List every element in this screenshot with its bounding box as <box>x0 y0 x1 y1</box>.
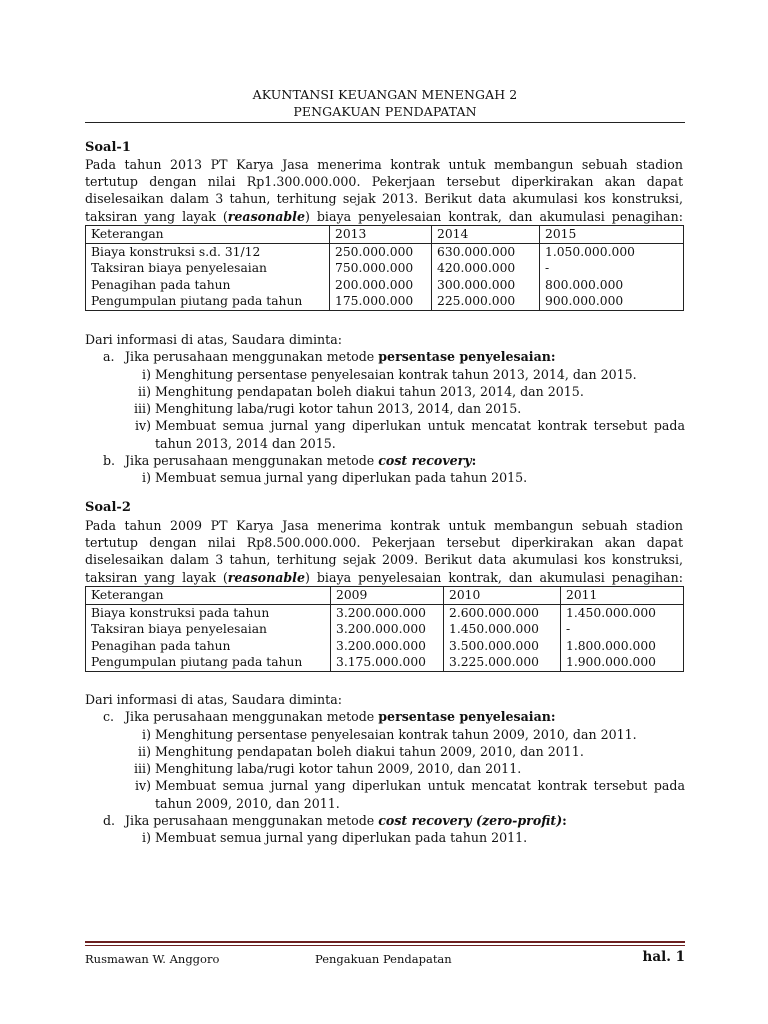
list-marker: b. <box>103 453 116 469</box>
table-header-cell: 2013 <box>330 226 432 244</box>
document-header <box>85 86 685 120</box>
paragraph-line: taksiran yang layak (reasonable) biaya penyelesaian kontrak, dan akumulasi penagihan: <box>85 208 684 224</box>
table-cell: 1.900.000.000 <box>561 654 684 671</box>
table-cell: Taksiran biaya penyelesaian <box>86 260 330 277</box>
list-item: i) Membuat semua jurnal yang diperlukan pada tahun 2015. <box>142 470 528 486</box>
soal-2-paragraph <box>85 517 683 586</box>
list-text: Jika perusahaan menggunakan metode persentase penyelesaian: <box>125 709 556 725</box>
footer-title: Pengakuan Pendapatan <box>315 952 452 966</box>
question-c <box>85 708 685 725</box>
table-row <box>86 243 684 260</box>
table-cell: 250.000.000 <box>330 243 432 260</box>
list-item: iii) Menghitung laba/rugi kotor tahun 2009, 2010, dan 2011. <box>134 761 522 777</box>
page-number: hal. 1 <box>642 949 685 965</box>
footer-author: Rusmawan W. Anggoro <box>85 952 220 966</box>
list-item: ii) Menghitung pendapatan boleh diakui tahun 2013, 2014, dan 2015. <box>138 383 584 399</box>
paragraph-line: Pada tahun 2009 PT Karya Jasa menerima kontrak untuk membangun sebuah stadion <box>85 518 683 533</box>
footer-divider <box>85 941 685 943</box>
list-item: i) Menghitung persentase penyelesaian kontrak tahun 2009, 2010, dan 2011. <box>142 726 637 742</box>
list-marker: c. <box>103 709 115 725</box>
table-cell: 900.000.000 <box>540 293 684 310</box>
soal-1-title: Soal-1 <box>85 140 131 155</box>
table-cell: 630.000.000 <box>432 243 540 260</box>
table-cell: 300.000.000 <box>432 277 540 294</box>
table-header-cell: 2011 <box>561 587 684 605</box>
table-cell: 200.000.000 <box>330 277 432 294</box>
table-cell: - <box>561 621 684 638</box>
soal-2-table <box>85 586 684 672</box>
table-row <box>86 260 684 277</box>
table-cell: - <box>540 260 684 277</box>
table-header-cell: Keterangan <box>86 587 331 605</box>
table-row <box>86 638 684 655</box>
document-title: AKUNTANSI KEUANGAN MENENGAH 2 <box>252 87 518 102</box>
table-row <box>86 654 684 671</box>
document-subtitle: PENGAKUAN PENDAPATAN <box>293 104 477 119</box>
list-marker: a. <box>103 349 115 365</box>
table-header-cell: Keterangan <box>86 226 330 244</box>
soal-2-questions <box>85 691 685 847</box>
table-cell: 420.000.000 <box>432 260 540 277</box>
paragraph-line: taksiran yang layak (reasonable) biaya penyelesaian kontrak, dan akumulasi penagihan: <box>85 569 684 585</box>
table-cell: Penagihan pada tahun <box>86 277 330 294</box>
table-cell: 3.200.000.000 <box>331 604 444 621</box>
table-cell: Biaya konstruksi s.d. 31/12 <box>86 243 330 260</box>
table-header-cell: 2010 <box>444 587 561 605</box>
list-text: Jika perusahaan menggunakan metode cost recovery: <box>125 453 477 469</box>
table-cell: 3.200.000.000 <box>331 621 444 638</box>
table-cell: 3.175.000.000 <box>331 654 444 671</box>
table-header-cell: 2015 <box>540 226 684 244</box>
footer-divider-thin <box>85 945 685 946</box>
table-cell: 750.000.000 <box>330 260 432 277</box>
table-header-cell: 2009 <box>331 587 444 605</box>
table-cell: 3.225.000.000 <box>444 654 561 671</box>
table-cell: Penagihan pada tahun <box>86 638 331 655</box>
list-item: iv) Membuat semua jurnal yang diperlukan untuk mencatat kontrak tersebut pada <box>134 778 685 794</box>
table-cell: 1.800.000.000 <box>561 638 684 655</box>
soal-1-paragraph <box>85 156 683 225</box>
list-item: iii) Menghitung laba/rugi kotor tahun 2013, 2014, dan 2015. <box>134 401 522 417</box>
question-b <box>85 452 685 469</box>
table-cell: Biaya konstruksi pada tahun <box>86 604 331 621</box>
soal-1-questions <box>85 331 685 487</box>
header-divider <box>85 122 685 123</box>
soal-2-title: Soal-2 <box>85 500 131 515</box>
table-cell: Taksiran biaya penyelesaian <box>86 621 331 638</box>
soal-1-table <box>85 225 684 311</box>
paragraph-line: tertutup dengan nilai Rp1.300.000.000. Pekerjaan tersebut diperkirakan akan dapat <box>85 174 683 190</box>
table-row <box>86 277 684 294</box>
table-header-row <box>86 587 684 605</box>
table-header-row <box>86 226 684 244</box>
table-cell: 225.000.000 <box>432 293 540 310</box>
question-d <box>85 812 685 829</box>
list-text: Jika perusahaan menggunakan metode cost recovery (zero-profit): <box>125 813 567 829</box>
paragraph-line: diselesaikan dalam 3 tahun, terhitung sejak 2009. Berikut data akumulasi kos konstruksi, <box>85 552 683 568</box>
paragraph-line: tertutup dengan nilai Rp8.500.000.000. Pekerjaan tersebut diperkirakan akan dapat <box>85 535 683 551</box>
list-item-continuation: tahun 2013, 2014 dan 2015. <box>155 435 336 451</box>
table-cell: 1.450.000.000 <box>561 604 684 621</box>
paragraph-line: Pada tahun 2013 PT Karya Jasa menerima kontrak untuk membangun sebuah stadion <box>85 157 683 172</box>
questions-intro: Dari informasi di atas, Saudara diminta: <box>85 332 342 347</box>
list-text: Jika perusahaan menggunakan metode persentase penyelesaian: <box>125 349 556 365</box>
table-row <box>86 621 684 638</box>
list-item: i) Membuat semua jurnal yang diperlukan pada tahun 2011. <box>142 830 528 846</box>
list-item-continuation: tahun 2009, 2010, dan 2011. <box>155 795 340 811</box>
table-cell: Pengumpulan piutang pada tahun <box>86 654 331 671</box>
table-cell: 800.000.000 <box>540 277 684 294</box>
table-cell: 175.000.000 <box>330 293 432 310</box>
table-cell: 1.050.000.000 <box>540 243 684 260</box>
paragraph-line: diselesaikan dalam 3 tahun, terhitung sejak 2013. Berikut data akumulasi kos konstruksi, <box>85 191 683 207</box>
question-a <box>85 348 685 365</box>
questions-intro: Dari informasi di atas, Saudara diminta: <box>85 692 342 707</box>
table-cell: 3.500.000.000 <box>444 638 561 655</box>
table-header-cell: 2014 <box>432 226 540 244</box>
table-cell: Pengumpulan piutang pada tahun <box>86 293 330 310</box>
list-marker: d. <box>103 813 116 829</box>
list-item: iv) Membuat semua jurnal yang diperlukan untuk mencatat kontrak tersebut pada <box>134 418 685 434</box>
table-cell: 1.450.000.000 <box>444 621 561 638</box>
table-cell: 3.200.000.000 <box>331 638 444 655</box>
list-item: i) Menghitung persentase penyelesaian kontrak tahun 2013, 2014, dan 2015. <box>142 366 637 382</box>
table-cell: 2.600.000.000 <box>444 604 561 621</box>
table-row <box>86 293 684 310</box>
table-row <box>86 604 684 621</box>
list-item: ii) Menghitung pendapatan boleh diakui tahun 2009, 2010, dan 2011. <box>138 743 584 759</box>
